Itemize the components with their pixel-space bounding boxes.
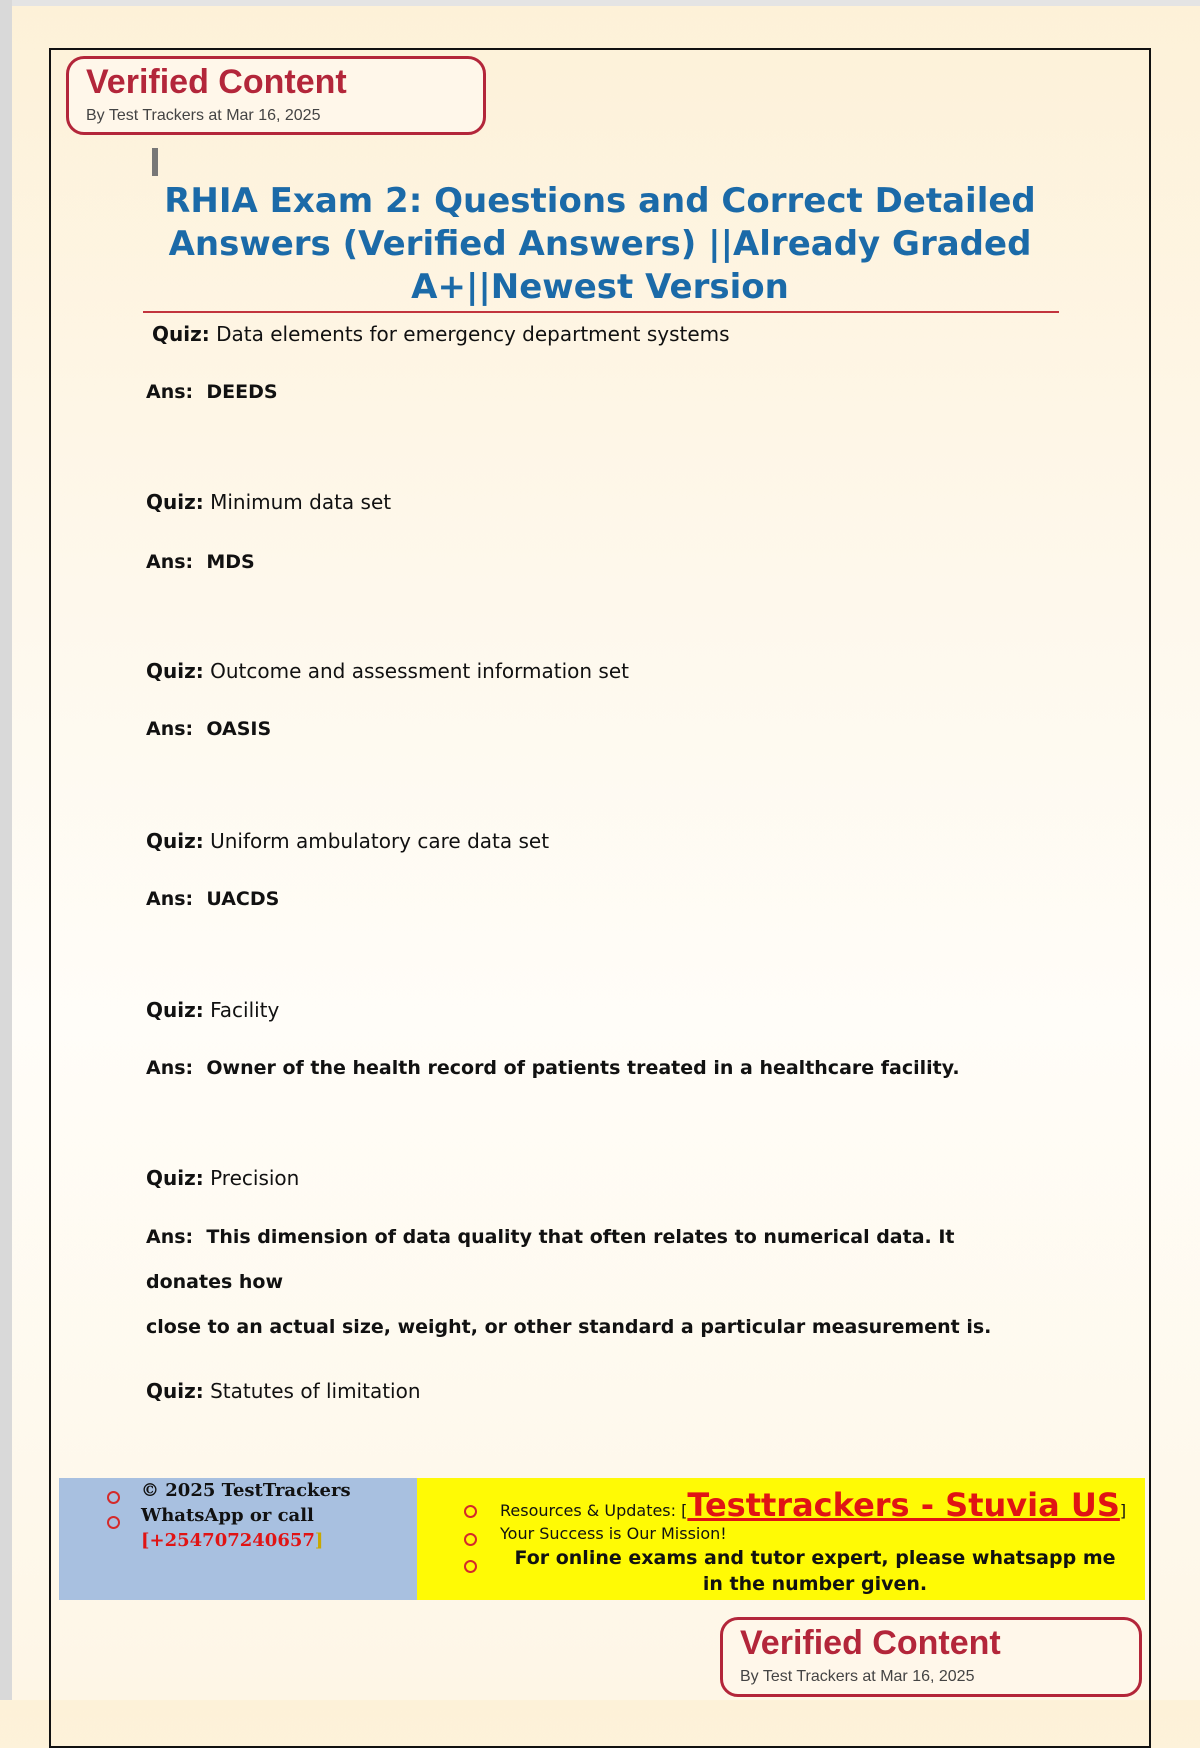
ans-label: Ans: — [146, 1057, 194, 1079]
title-divider — [143, 311, 1059, 313]
whatsapp-label: WhatsApp or call — [141, 1505, 314, 1526]
quiz-label: Quiz: — [152, 322, 210, 346]
question-text: Outcome and assessment information set — [210, 659, 629, 683]
answer-text: close to an actual size, weight, or other standard a particular measurement is. — [146, 1316, 992, 1338]
answer — [146, 370, 1046, 415]
question-text: Precision — [210, 1166, 300, 1190]
ans-label: Ans: — [146, 1226, 194, 1248]
answer — [146, 877, 1046, 922]
answer — [146, 540, 1046, 585]
bullet-icon — [107, 1491, 120, 1504]
bullet-icon — [464, 1505, 477, 1518]
quiz-label: Quiz: — [146, 998, 204, 1022]
answer-text: DEEDS — [206, 381, 278, 403]
bracket: [ — [681, 1501, 688, 1520]
answer-text: MDS — [206, 551, 255, 573]
question — [146, 998, 279, 1022]
stamp-title: Verified Content — [740, 1624, 1001, 1662]
question — [146, 659, 629, 683]
verified-stamp-bottom — [720, 1617, 1142, 1697]
answer-text: This dimension of data quality that often relates to numerical data. It donates how — [146, 1226, 955, 1293]
page-left-edge — [0, 0, 12, 1700]
phone-text: +254707240657 — [149, 1530, 315, 1551]
bracket: [ — [141, 1530, 150, 1551]
text-cursor-icon — [152, 148, 158, 176]
question-text: Minimum data set — [210, 490, 392, 514]
bullet-icon — [464, 1533, 477, 1546]
page-title-line: Answers (Verified Answers) ||Already Graded — [168, 224, 1032, 264]
copyright-text: © 2025 TestTrackers — [141, 1480, 351, 1501]
stuvia-link[interactable]: Testtrackers - Stuvia US — [687, 1486, 1120, 1524]
page-title — [150, 180, 1050, 309]
question — [146, 1166, 299, 1190]
tutor-line: in the number given. — [702, 1573, 928, 1595]
ans-label: Ans: — [146, 381, 194, 403]
ans-label: Ans: — [146, 888, 194, 910]
bullet-icon — [107, 1516, 120, 1529]
answer — [146, 707, 1046, 752]
question — [152, 322, 730, 346]
quiz-label: Quiz: — [146, 490, 204, 514]
quiz-label: Quiz: — [146, 1379, 204, 1403]
bullet-icon — [464, 1560, 477, 1573]
ans-label: Ans: — [146, 551, 194, 573]
bracket: ] — [314, 1530, 324, 1551]
question — [146, 1379, 421, 1403]
question-text: Statutes of limitation — [210, 1379, 421, 1403]
mission-text: Your Success is Our Mission! — [500, 1524, 727, 1543]
resources-label: Resources & Updates: — [500, 1501, 677, 1520]
quiz-label: Quiz: — [146, 659, 204, 683]
question — [146, 490, 391, 514]
stamp-subtitle: By Test Trackers at Mar 16, 2025 — [86, 107, 321, 124]
answer-text: OASIS — [206, 718, 272, 740]
question — [146, 829, 549, 853]
page-top-edge — [0, 0, 1200, 6]
question-text: Facility — [210, 998, 280, 1022]
page-title-line: RHIA Exam 2: Questions and Correct Detailed — [164, 181, 1036, 221]
answer-text: UACDS — [206, 888, 280, 910]
stamp-subtitle: By Test Trackers at Mar 16, 2025 — [740, 1668, 975, 1685]
page-title-line: A+||Newest Version — [411, 267, 789, 307]
bracket: ] — [1119, 1501, 1127, 1520]
stamp-title: Verified Content — [86, 63, 347, 101]
verified-stamp-top — [66, 56, 486, 135]
quiz-label: Quiz: — [146, 829, 204, 853]
answer — [146, 1215, 1046, 1350]
ans-label: Ans: — [146, 718, 194, 740]
tutor-line: For online exams and tutor expert, please whatsapp me — [514, 1547, 1116, 1569]
question-text: Data elements for emergency department systems — [216, 322, 730, 346]
answer — [146, 1046, 1046, 1091]
footer-contact-box — [59, 1478, 417, 1600]
question-text: Uniform ambulatory care data set — [210, 829, 550, 853]
answer-text: Owner of the health record of patients treated in a healthcare facility. — [206, 1057, 960, 1079]
quiz-label: Quiz: — [146, 1166, 204, 1190]
tutor-text — [495, 1545, 1135, 1597]
footer-resources-box — [417, 1478, 1145, 1600]
phone-number[interactable] — [141, 1530, 323, 1551]
